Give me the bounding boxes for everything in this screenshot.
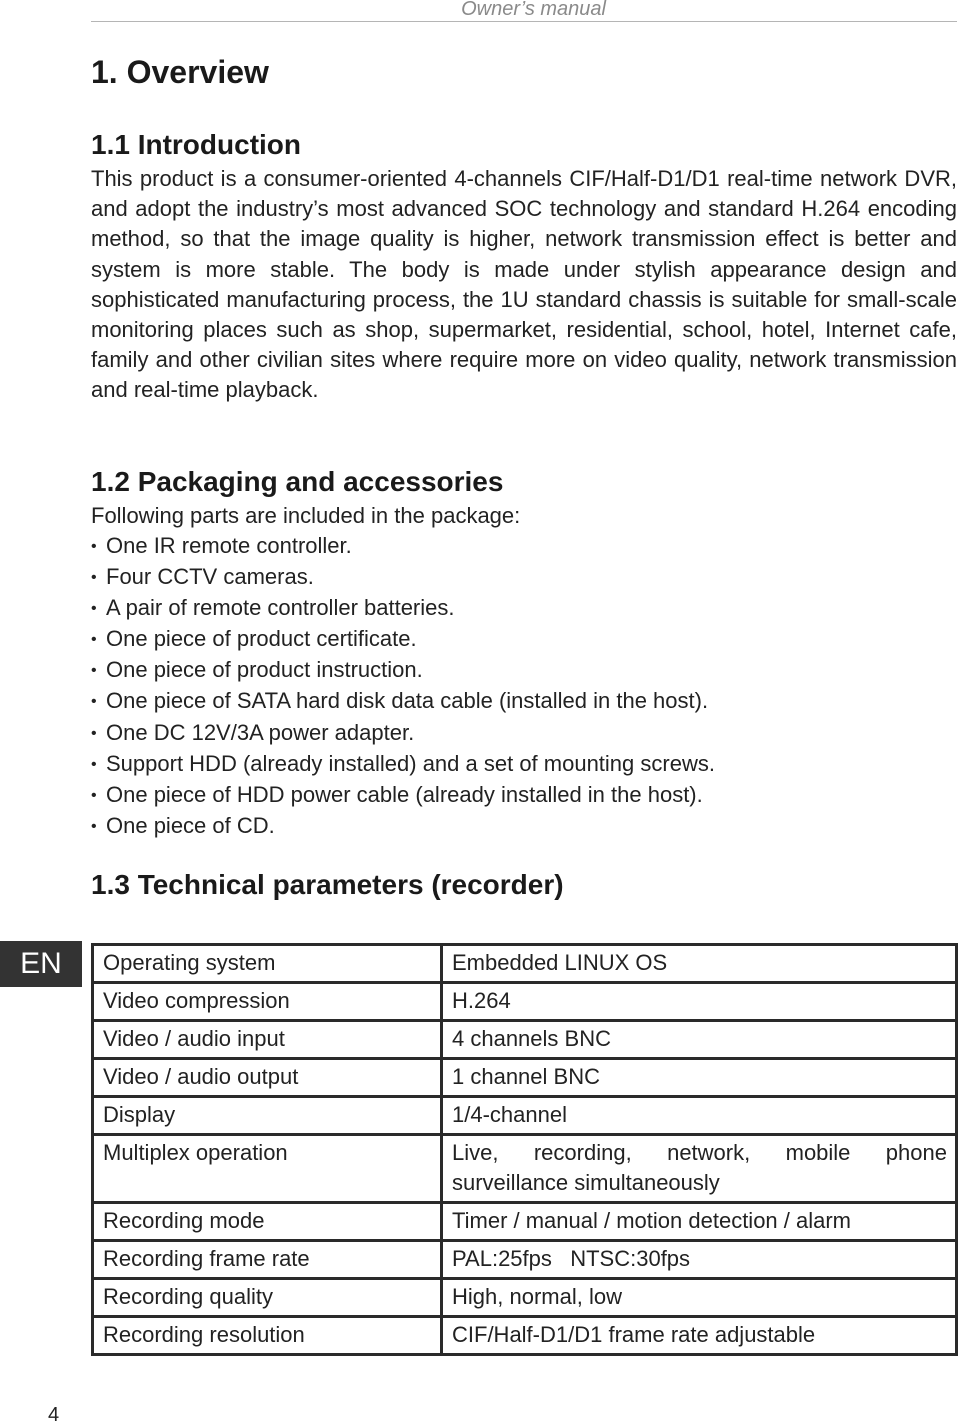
- parameter-cell: Recording resolution: [93, 1317, 442, 1355]
- list-item: • One piece of CD.: [91, 811, 715, 842]
- list-item: • Four CCTV cameras.: [91, 562, 715, 593]
- bullet-icon: •: [91, 662, 97, 680]
- list-item: • A pair of remote controller batteries.: [91, 593, 715, 624]
- value-cell: 4 channels BNC: [442, 1021, 957, 1059]
- bullet-icon: •: [91, 786, 97, 804]
- section-heading-packaging: 1.2 Packaging and accessories: [91, 466, 504, 497]
- value-cell: CIF/Half-D1/D1 frame rate adjustable: [442, 1317, 957, 1355]
- parameter-cell: Video compression: [93, 983, 442, 1021]
- language-tab: EN: [0, 941, 82, 987]
- table-row: [93, 945, 957, 983]
- bullet-icon: •: [91, 538, 97, 555]
- value-cell: Embedded LINUX OS: [442, 945, 957, 983]
- parameter-cell: Display: [93, 1097, 442, 1135]
- table-row: [93, 983, 957, 1021]
- header-rule: [91, 21, 957, 22]
- table-row: [93, 1317, 957, 1355]
- value-cell: Live, recording, network, mobile phone surveillance simultaneously: [442, 1135, 957, 1203]
- list-item: • One piece of HDD power cable (already installed in the host).: [91, 780, 715, 811]
- bullet-icon: •: [91, 755, 97, 773]
- package-contents-list: [91, 531, 715, 842]
- value-cell: 1/4-channel: [442, 1097, 957, 1135]
- introduction-paragraph: This product is a consumer-oriented 4-channels CIF/Half-D1/D1 real-time network DVR, and adopt the industry’s most advanced SOC technology and standard H.264 encoding method, so that the image quality is higher, network transmission effect is better and system is more stable. The body is made under stylish appearance design and sophisticated manufacturing process, the 1U standard chassis is suitable for small-scale monitoring places such as shop, supermarket, residential, school, hotel, Internet cafe, family and other civilian sites where require more on video quality, network transmission and real-time playback.: [91, 166, 957, 403]
- bullet-icon: •: [91, 631, 97, 649]
- value-cell: 1 channel BNC: [442, 1059, 957, 1097]
- list-item: • One piece of product certificate.: [91, 624, 715, 655]
- parameter-cell: Operating system: [93, 945, 442, 983]
- list-item: • One IR remote controller.: [91, 531, 715, 562]
- value-cell: Timer / manual / motion detection / alarm: [442, 1203, 957, 1241]
- list-item: • One DC 12V/3A power adapter.: [91, 718, 715, 749]
- bullet-icon: •: [91, 817, 97, 835]
- list-item: • One piece of SATA hard disk data cable (installed in the host).: [91, 686, 715, 717]
- table-row: [93, 1203, 957, 1241]
- table-row: [93, 1059, 957, 1097]
- page-number: 4: [48, 1404, 60, 1426]
- section-heading-introduction: 1.1 Introduction: [91, 129, 301, 160]
- bullet-icon: •: [91, 693, 97, 711]
- value-cell: PAL:25fps NTSC:30fps: [442, 1241, 957, 1279]
- parameter-cell: Recording frame rate: [93, 1241, 442, 1279]
- packaging-lead: Following parts are included in the package:: [91, 503, 521, 528]
- running-header: Owner’s manual: [461, 0, 606, 20]
- section-heading-technical: 1.3 Technical parameters (recorder): [91, 869, 564, 900]
- bullet-icon: •: [91, 600, 97, 618]
- table-row: [93, 1279, 957, 1317]
- value-cell: High, normal, low: [442, 1279, 957, 1317]
- bullet-icon: •: [91, 724, 97, 742]
- parameter-cell: Video / audio input: [93, 1021, 442, 1059]
- parameter-cell: Multiplex operation: [93, 1135, 442, 1203]
- value-cell: H.264: [442, 983, 957, 1021]
- parameter-cell: Recording quality: [93, 1279, 442, 1317]
- list-item: • One piece of product instruction.: [91, 655, 715, 686]
- page-title: 1. Overview: [91, 54, 269, 90]
- technical-parameters-table: [91, 943, 958, 1356]
- table-row: [93, 1097, 957, 1135]
- parameter-cell: Recording mode: [93, 1203, 442, 1241]
- parameter-cell: Video / audio output: [93, 1059, 442, 1097]
- table-row: [93, 1135, 957, 1203]
- list-item: • Support HDD (already installed) and a set of mounting screws.: [91, 749, 715, 780]
- table-row: [93, 1241, 957, 1279]
- bullet-icon: •: [91, 569, 97, 587]
- table-row: [93, 1021, 957, 1059]
